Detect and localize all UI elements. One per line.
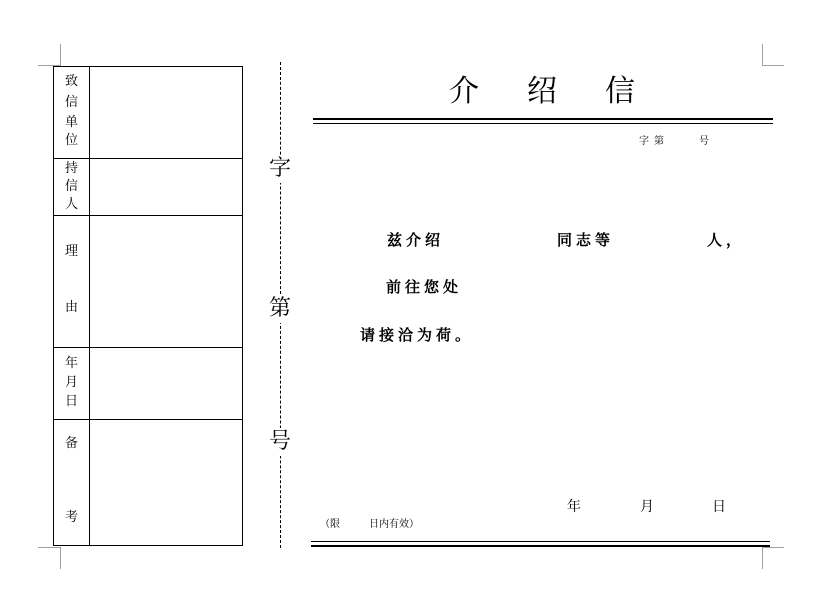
stub-label-char: 人 [64,197,78,212]
crop-mark-top-right-v [762,44,763,66]
stub-row-remarks [54,419,242,545]
stub-label-char: 位 [64,133,78,148]
body-destination-text: 前往您处 [386,278,463,296]
footer-rule-thick [311,545,770,547]
stub-label-remarks [54,420,90,545]
perforation-char-zi: 字 [266,155,294,183]
stub-label-char: 由 [64,300,78,315]
stub-value-reason[interactable] [90,216,242,347]
stub-label-char: 持 [64,161,78,176]
stub-label-reason [54,216,90,347]
perforation-char-di: 第 [266,295,294,323]
crop-mark-bottom-right-v [762,547,763,569]
title-rule-thin [313,123,773,124]
stub-value-bearer[interactable] [90,159,242,215]
stub-row-reason [54,215,242,347]
stub-label-char: 备 [64,436,78,451]
stub-label-recipient [54,67,90,158]
crop-mark-top-left-v [60,44,61,66]
validity-suffix: 日内有效） [369,519,419,530]
stub-label-char: 理 [64,244,78,259]
stub-label-char: 月 [64,375,78,390]
counterfoil-table [53,66,243,546]
date-month-label: 月 [640,499,654,515]
crop-mark-bottom-left-v [60,547,61,569]
ref-zi-label: 字 [639,136,649,147]
stub-label-char: 致 [64,74,78,89]
stub-row-recipient [54,67,242,158]
letter-title: 介绍信 [449,74,683,109]
body-persons-text: 人， [707,231,746,249]
stub-label-date [54,348,90,419]
body-comrade-text: 同志等 [557,231,615,249]
stub-label-char: 信 [64,95,78,110]
stub-row-date [54,347,242,419]
crop-mark-bottom-left-h [38,547,60,548]
ref-di-label: 第 [654,136,664,147]
stub-value-recipient[interactable] [90,67,242,158]
stub-row-bearer [54,158,242,215]
stub-label-char: 日 [64,394,78,409]
date-day-label: 日 [712,499,726,515]
validity-prefix: （限 [320,519,340,530]
stub-label-char: 考 [64,510,78,525]
stub-value-remarks[interactable] [90,420,242,545]
ref-hao-label: 号 [699,136,709,147]
date-year-label: 年 [567,499,581,515]
body-intro-text: 兹介绍 [387,231,445,249]
perforation-char-hao: 号 [266,428,294,456]
stub-label-char: 单 [64,115,78,130]
stub-label-char: 信 [64,179,78,194]
footer-rule-thin [311,541,770,542]
title-rule-thick [313,118,773,120]
stub-value-date[interactable] [90,348,242,419]
stub-label-char: 年 [64,356,78,371]
crop-mark-bottom-right-h [762,547,784,548]
body-closing-text: 请接洽为荷。 [360,326,475,344]
crop-mark-top-right-h [762,65,784,66]
stub-label-bearer [54,159,90,215]
